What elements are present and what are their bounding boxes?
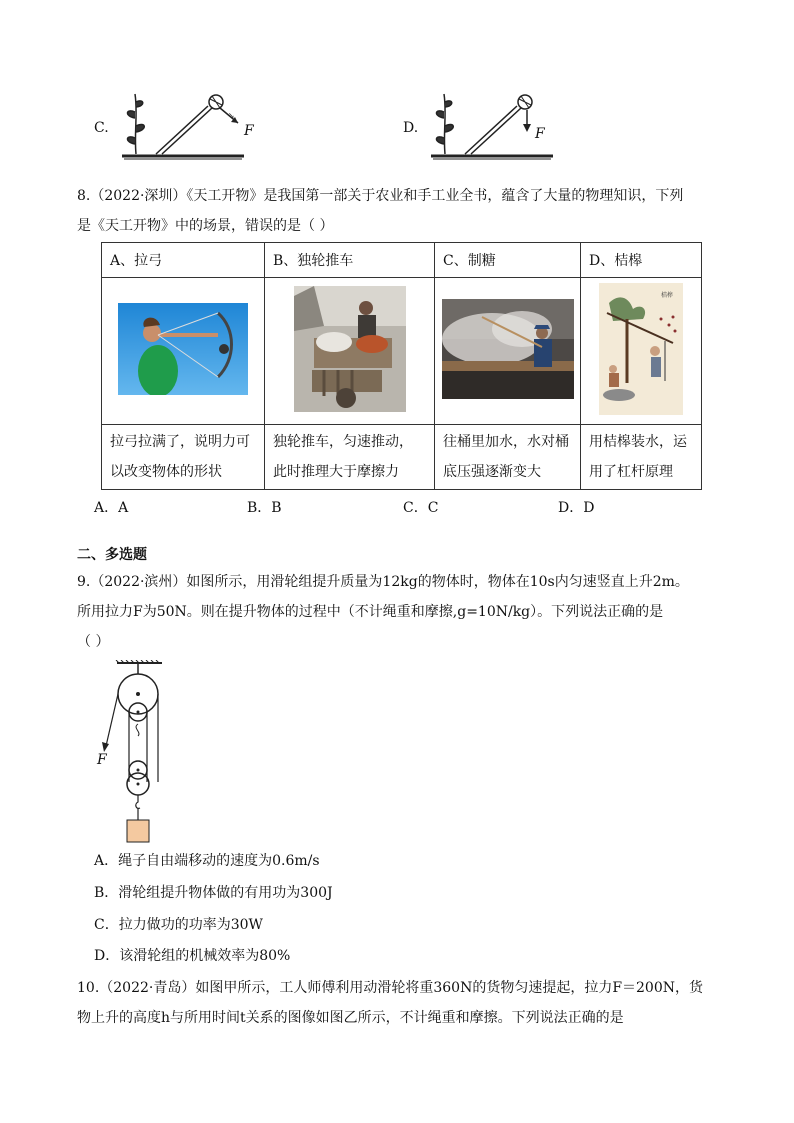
q8-choice-c: C．C	[403, 500, 439, 516]
table-header-a: A、拉弓	[102, 243, 265, 278]
section-title: 二、多选题	[77, 547, 147, 563]
well-sweep-drawing	[599, 283, 683, 415]
table-image-cell-d	[581, 278, 702, 425]
table-header-b: B、独轮推车	[265, 243, 435, 278]
q10-stem-line1: 10.（2022·青岛）如图甲所示，工人师傅利用动滑轮将重360N的货物匀速提起，拉力F＝200N，货	[77, 980, 703, 996]
q8-choice-a: A．A	[94, 500, 129, 516]
force-label-d: F	[535, 126, 545, 142]
q8-stem-line2: 是《天工开物》中的场景，错误的是（ ）	[77, 218, 334, 234]
q8-choice-b: B．B	[247, 500, 282, 516]
lever-plant-figure-c	[118, 88, 248, 164]
q9-option-c: C．拉力做功的功率为30W	[94, 917, 263, 933]
table-image-cell-b	[265, 278, 435, 425]
q8-stem-line1: 8.（2022·深圳）《天工开物》是我国第一部关于农业和手工业全书，蕴含了大量的物理知识，下列	[77, 188, 684, 204]
option-c-label: C.	[94, 120, 109, 136]
svg-text:↘: ↘	[228, 111, 235, 120]
q8-scene-table	[101, 242, 702, 490]
q9-stem-line3: （ ）	[77, 634, 110, 650]
q9-stem-line2: 所用拉力F为50N。则在提升物体的过程中（不计绳重和摩擦,g=10N/kg）。下列说法正确的是	[77, 604, 664, 620]
table-header-d: D、桔槔	[581, 243, 702, 278]
q9-option-d: D．该滑轮组的机械效率为80%	[94, 948, 291, 964]
q9-stem-line1: 9.（2022·滨州）如图所示，用滑轮组提升质量为12kg的物体时，物体在10s内匀速竖直上升2m。	[77, 574, 689, 590]
table-image-cell-a	[102, 278, 265, 425]
force-label-c: F	[244, 123, 254, 139]
q9-option-a: A．绳子自由端移动的速度为0.6m/s	[94, 853, 320, 869]
table-header-c: C、制糖	[435, 243, 581, 278]
table-desc-a: 拉弓拉满了，说明力可以改变物体的形状	[102, 425, 265, 490]
sugar-making-photo	[442, 299, 574, 399]
q9-force-label: F	[97, 752, 107, 768]
svg-text:桔槔: 桔槔	[661, 292, 674, 299]
wheelbarrow-photo	[294, 286, 406, 412]
q9-option-b: B．滑轮组提升物体做的有用功为300J	[94, 885, 333, 901]
archer-photo	[118, 303, 248, 395]
table-desc-b: 独轮推车，匀速推动，此时推理大于摩擦力	[265, 425, 435, 490]
table-desc-c: 往桶里加水，水对桶底压强逐渐变大	[435, 425, 581, 490]
q8-choice-d: D．D	[558, 500, 595, 516]
option-d-label: D.	[403, 120, 419, 136]
table-image-cell-c	[435, 278, 581, 425]
table-desc-d: 用桔槔装水，运用了杠杆原理	[581, 425, 702, 490]
q10-stem-line2: 物上升的高度h与所用时间t关系的图像如图乙所示，不计绳重和摩擦。下列说法正确的是	[77, 1010, 624, 1026]
